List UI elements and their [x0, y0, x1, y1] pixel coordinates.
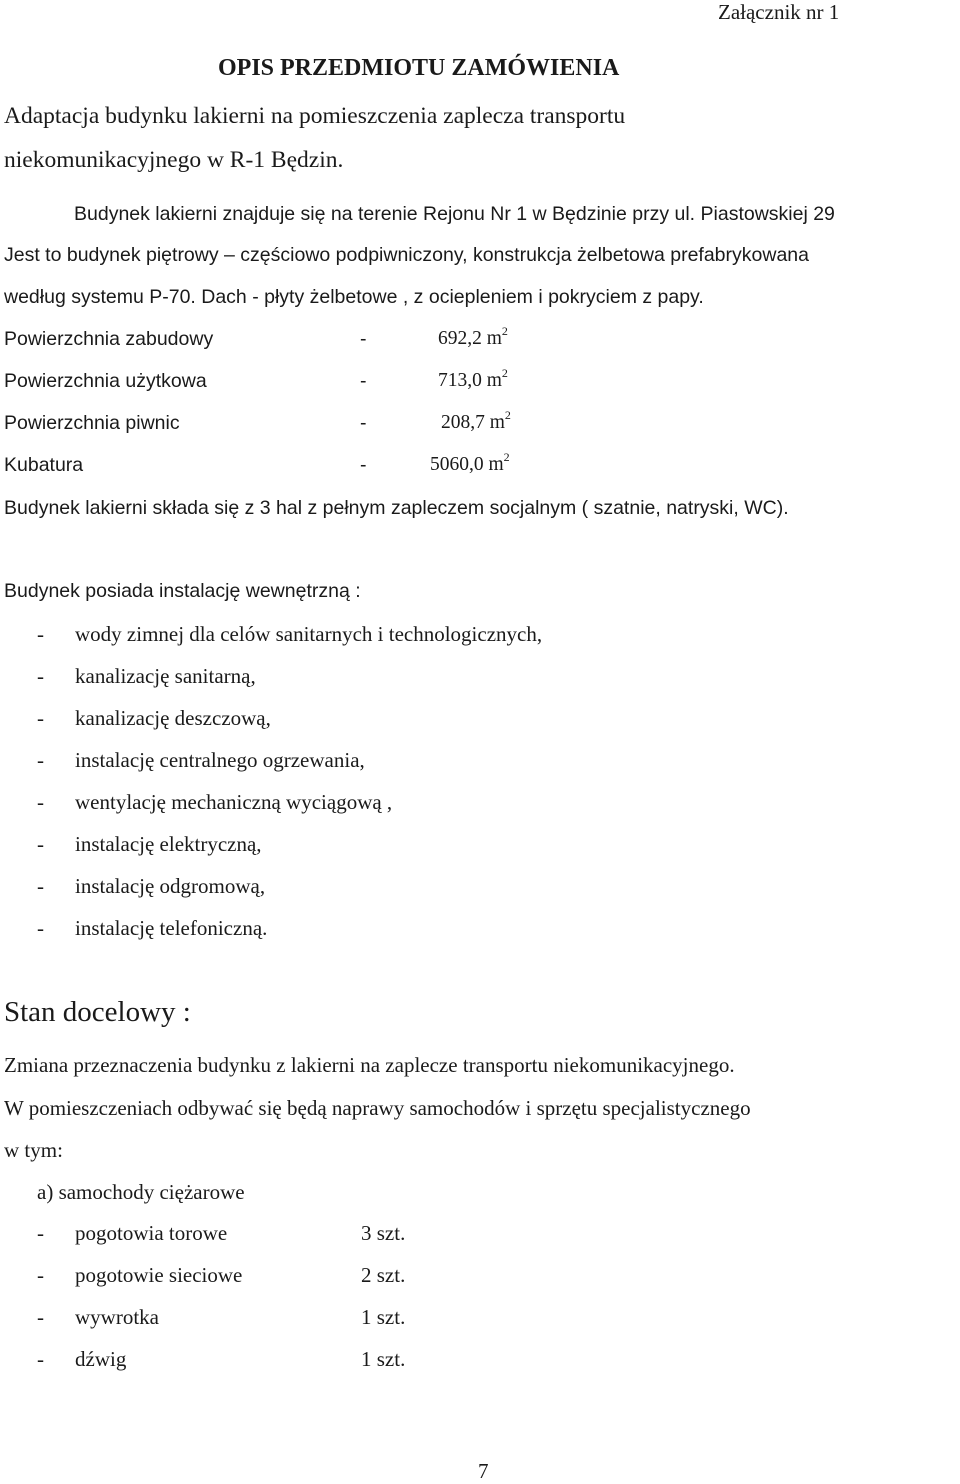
subtitle-line-1: Adaptacja budynku lakierni na pomieszczenia zaplecza transportu	[4, 103, 626, 129]
area-dash: -	[360, 454, 367, 476]
list-item: - instalację telefoniczną.	[37, 916, 268, 940]
document-title: OPIS PRZEDMIOTU ZAMÓWIENIA	[218, 55, 620, 81]
vehicle-item: - dźwig 1 szt.	[37, 1347, 406, 1371]
vehicle-item: - pogotowia torowe 3 szt.	[37, 1221, 406, 1245]
area-dash: -	[360, 370, 367, 392]
area-value: 5060,0 $m^2$	[430, 450, 510, 475]
target-heading: Stan docelowy :	[4, 996, 191, 1028]
area-value: 208,7 $m^2$	[441, 408, 511, 433]
list-item: - instalację odgromową,	[37, 874, 266, 898]
description-line-3: według systemu P-70. Dach - płyty żelbetowe , z ociepleniem i pokryciem z papy.	[4, 286, 704, 308]
area-value: 692,2 $m^2$	[438, 324, 508, 349]
description-line-2: Jest to budynek piętrowy – częściowo podpiwniczony, konstrukcja żelbetowa prefabrykowana	[4, 244, 809, 266]
list-item: - kanalizację deszczową,	[37, 706, 271, 730]
list-item: - kanalizację sanitarną,	[37, 664, 256, 688]
list-item: - wody zimnej dla celów sanitarnych i technologicznych,	[37, 622, 543, 646]
area-dash: -	[360, 412, 367, 434]
description-line-1: Budynek lakierni znajduje się na terenie Rejonu Nr 1 w Będzinie przy ul. Piastowskiej 29	[74, 203, 835, 225]
target-line-1: Zmiana przeznaczenia budynku z lakierni na zaplecze transportu niekomunikacyjnego.	[4, 1053, 735, 1077]
vehicle-category: a) samochody ciężarowe	[37, 1180, 245, 1204]
list-item: - instalację centralnego ogrzewania,	[37, 748, 365, 772]
vehicle-item: - pogotowie sieciowe 2 szt.	[37, 1263, 406, 1287]
annex-label: Załącznik nr 1	[718, 0, 840, 24]
list-item: - wentylację mechaniczną wyciągową ,	[37, 790, 393, 814]
halls-text: Budynek lakierni składa się z 3 hal z pełnym zapleczem socjalnym ( szatnie, natryski, WC).	[4, 497, 789, 519]
area-value: 713,0 $m^2$	[438, 366, 508, 391]
list-item: - instalację elektryczną,	[37, 832, 262, 856]
area-label: Powierzchnia użytkowa	[4, 370, 207, 392]
subtitle-line-2: niekomunikacyjnego w R-1 Będzin.	[4, 147, 344, 173]
vehicle-item: - wywrotka 1 szt.	[37, 1305, 406, 1329]
area-label: Kubatura	[4, 454, 84, 476]
area-label: Powierzchnia zabudowy	[4, 328, 214, 350]
area-dash: -	[360, 328, 367, 350]
page-number: 7	[478, 1459, 489, 1483]
target-line-3: w tym:	[4, 1138, 63, 1162]
target-line-2: W pomieszczeniach odbywać się będą naprawy samochodów i sprzętu specjalistycznego	[4, 1096, 751, 1120]
area-label: Powierzchnia piwnic	[4, 412, 180, 434]
installations-intro: Budynek posiada instalację wewnętrzną :	[4, 580, 361, 602]
